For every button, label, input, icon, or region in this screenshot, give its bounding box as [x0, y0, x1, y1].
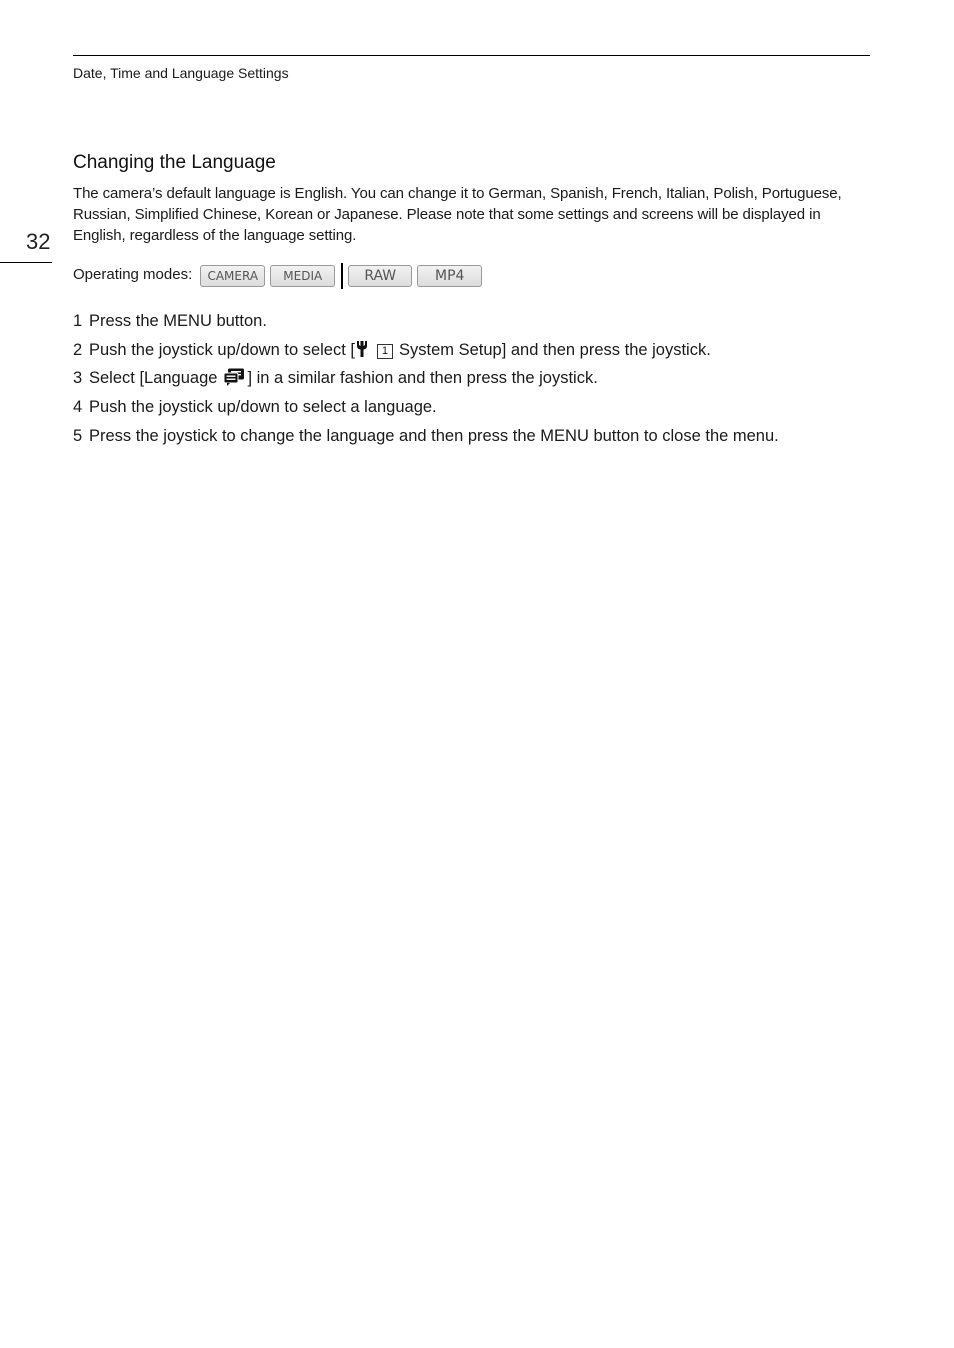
step-text: Press the joystick to change the language and then press the MENU button to close the menu. — [89, 426, 779, 445]
step-number: 2 — [73, 340, 83, 359]
step-2 — [73, 339, 779, 368]
step-text-pre: Select [Language — [89, 369, 218, 388]
step-number: 1 — [73, 312, 83, 330]
mode-badge-raw: RAW — [348, 265, 412, 287]
menu-page-number-box: 1 — [377, 344, 393, 359]
operating-modes — [73, 263, 487, 289]
language-icon — [223, 368, 245, 386]
step-text-post: System Setup] and then press the joystick. — [398, 340, 711, 359]
step-text-pre: Push the joystick up/down to select [ — [89, 340, 355, 359]
mode-badge-mp4: MP4 — [417, 265, 482, 287]
steps-list — [73, 310, 779, 453]
step-4 — [73, 396, 779, 425]
running-head: Date, Time and Language Settings — [73, 65, 289, 81]
mode-badge-camera: CAMERA — [200, 265, 265, 287]
step-3 — [73, 367, 779, 396]
step-number: 4 — [73, 398, 83, 417]
mode-divider — [341, 263, 343, 289]
page-number: 32 — [26, 229, 51, 254]
mode-badge-media: MEDIA — [270, 265, 335, 287]
step-number: 3 — [73, 369, 83, 388]
section-title: Changing the Language — [73, 152, 276, 173]
operating-modes-label: Operating modes: — [73, 265, 193, 283]
step-5 — [73, 425, 779, 454]
step-text: Push the joystick up/down to select a language. — [89, 398, 437, 417]
intro-paragraph: The camera’s default language is English. You can change it to German, Spanish, French, Italian, Polish, Portuguese, Russian, Simplified Chinese, Korean or Japanese. Please note that some settings and screens will be displayed in English, regardless of the language setting. — [73, 185, 842, 244]
step-text-post: ] in a similar fashion and then press the joystick. — [247, 369, 598, 388]
wrench-icon — [355, 341, 369, 357]
header-rule — [73, 55, 870, 56]
page-number-rule — [0, 262, 52, 263]
step-text: Press the MENU button. — [89, 312, 267, 330]
step-1 — [73, 310, 779, 339]
step-number: 5 — [73, 426, 83, 445]
